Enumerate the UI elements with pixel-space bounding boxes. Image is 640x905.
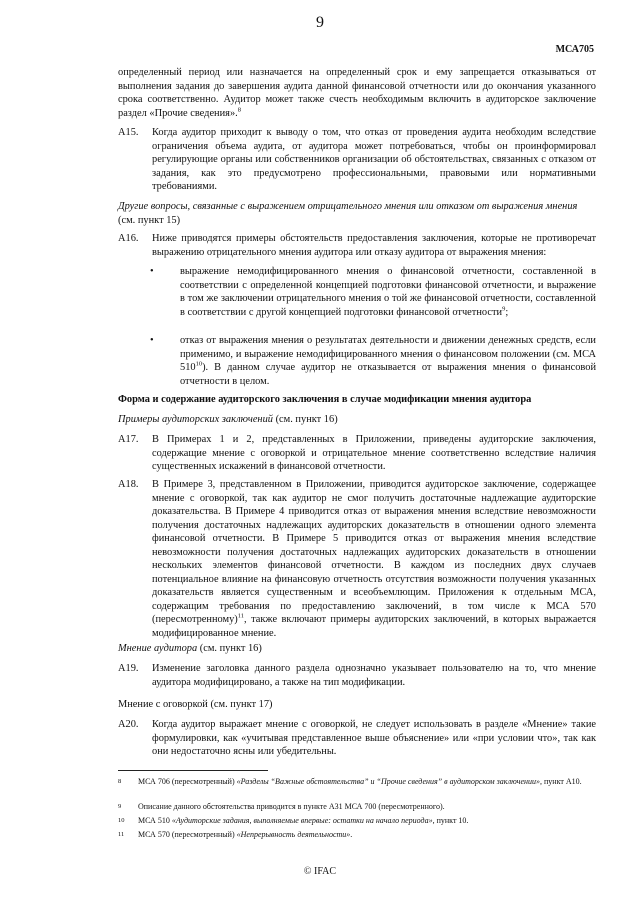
footnote-ref-8: 8 [237, 106, 241, 114]
bullet-item-1 [150, 265, 596, 319]
intro-text: определенный период или назначается на определенный срок и ему запрещается отказываться от выполнения задания до завершения аудита данной финансовой отчетности или до окончания указанного срока соответственно. Аудитор может также счесть необходимым включить в аудиторское заключение раздел «Прочие сведения». [118, 67, 596, 119]
footnote-number: 11 [118, 831, 125, 838]
footnote-tail: , пункт 10. [432, 816, 469, 825]
paragraph-text: В Примерах 1 и 2, представленных в Приложении, приведены аудиторские заключения, содержащие мнение с оговоркой и отрицательное мнение соответственно вследствие наличия существенных искажений в финансовой отчетности. [152, 434, 596, 472]
bullet-text: отказ от выражения мнения о результатах деятельности и движении денежных средств, если применимо, и выражение немодифицированного мнения о финансовом положении (см. МСА 510 [180, 335, 596, 373]
heading-examples-ref: (см. пункт 16) [275, 414, 338, 425]
paragraph-text: В Примере 3, представленном в Приложении, приводится аудиторское заключение, содержащее мнение с оговоркой, так как аудитор не смог получить достаточные надлежащие аудиторские доказательства. В Примере 4 приводится отказ от выражения мнения вследствие невозможности получения достаточных надлежащих аудиторских доказательств в отношении одного элемента финансовой отчетности. В Примере 5 приводится отказ от выражения мнения вследствие невозможности получения достаточных надлежащих аудиторских доказательств в отношении нескольких элементов финансовой отчетности. В каждом из последних двух случаев потенциальное влияние на финансовую отчетность отсутствия возможности получения указанных доказательств является существенным и всеобъемлющим. Приложения к отдельным МСА, содержащим требования по предоставлению заключений, в том числе к МСА 570 (пересмотренному) [152, 479, 596, 625]
paragraph-text-tail: , также включают примеры аудиторских заключений, в которых выражается модифицированное мнение. [152, 614, 596, 639]
page-number: 9 [316, 14, 324, 31]
paragraph-text: Когда аудитор выражает мнение с оговоркой, не следует использовать в разделе «Мнение» такие формулировки, как «учитывая представленное выше объяснение» или «при условии что», так как они недостаточно ясны или убедительны. [152, 719, 596, 757]
paragraph-a20 [118, 718, 596, 759]
paragraph-text: Ниже приводятся примеры обстоятельств предоставления заключения, которые не противоречат выражению отрицательного мнения аудитора или отказу аудитора от выражения мнения: [152, 233, 596, 258]
heading-auditor-opinion-ref: (см. пункт 16) [199, 643, 262, 654]
document-code: МСА705 [555, 44, 594, 55]
footnote-ref-11: 11 [237, 612, 245, 620]
bullet-icon: • [150, 266, 154, 277]
footnote-text: Описание данного обстоятельства приводится в пункте А31 МСА 700 (пересмотренного). [138, 802, 445, 811]
footnote-title: «Аудиторские задания, выполняемые впервые: остатки на начало периода» [171, 816, 433, 825]
bullet-tail: ). В данном случае аудитор не отказывается от выражения мнения о финансовой отчетности в целом. [180, 362, 596, 387]
bullet-tail: ; [505, 306, 509, 318]
heading-other-issues [118, 200, 596, 227]
copyright-footer: © IFAC [303, 866, 337, 877]
footnote-title: «Непрерывность деятельности» [236, 830, 351, 839]
footnote-8 [118, 776, 596, 787]
paragraph-text: Когда аудитор приходит к выводу о том, что отказ от проведения аудита необходим вследствие ограничения объема аудита, от аудитора может потребоваться, чтобы он проинформировал регулирующие органы или собственников организации об обстоятельствах, связанных с отказом от задания, как это предусмотрено профессиональными, правовыми или нормативными требованиями. [152, 127, 596, 192]
footnote-tail: , пункт А10. [540, 777, 582, 786]
heading-form-content: Форма и содержание аудиторского заключения в случае модификации мнения аудитора [118, 394, 532, 405]
intro-paragraph [118, 66, 596, 120]
bullet-item-2 [150, 334, 596, 388]
footnote-text: МСА 570 (пересмотренный) [138, 830, 237, 839]
paragraph-label: А19. [118, 663, 139, 674]
footnote-number: 9 [118, 803, 122, 810]
bullet-text: выражение немодифицированного мнения о финансовой отчетности, составленной в соответствии с определенной концепцией подготовки финансовой отчетности, и выражение в том же заключении отрицательного мнения о той же финансовой отчетности, составленной в соответствии с другой концепцией подготовки финансовой отчетности [180, 266, 596, 318]
heading-auditor-opinion [118, 642, 596, 656]
paragraph-a16 [118, 232, 596, 259]
paragraph-label: А20. [118, 719, 139, 730]
paragraph-text: Изменение заголовка данного раздела однозначно указывает пользователю на то, что мнение аудитора модифицировано, а также на тип модификации. [152, 663, 596, 688]
heading-other-issues-title: Другие вопросы, связанные с выражением отрицательного мнения или отказом от выражения мнения [118, 201, 578, 212]
paragraph-a15 [118, 126, 596, 194]
heading-auditor-opinion-title: Мнение аудитора [118, 643, 198, 654]
footnote-divider [118, 770, 268, 771]
heading-other-issues-ref: (см. пункт 15) [118, 214, 181, 226]
footnote-11 [118, 829, 596, 840]
footnote-title: «Разделы “Важные обстоятельства” и “Прочие сведения” в аудиторском заключении» [236, 777, 541, 786]
paragraph-a19 [118, 662, 596, 689]
footnote-ref-9: 9 [502, 305, 506, 313]
heading-qualified-opinion: Мнение с оговоркой (см. пункт 17) [118, 699, 273, 710]
heading-examples-title: Примеры аудиторских заключений [118, 414, 273, 425]
paragraph-label: А16. [118, 233, 139, 244]
paragraph-label: А17. [118, 434, 139, 445]
bullet-icon: • [150, 335, 154, 346]
footnote-tail: . [350, 830, 353, 839]
footnote-9 [118, 801, 596, 812]
paragraph-label: А18. [118, 479, 139, 490]
paragraph-a17 [118, 433, 596, 474]
footnote-number: 8 [118, 778, 122, 785]
footnote-text: МСА 706 (пересмотренный) [138, 777, 237, 786]
paragraph-label: А15. [118, 127, 139, 138]
footnote-text: МСА 510 [138, 816, 172, 825]
heading-examples [118, 413, 596, 427]
footnote-number: 10 [118, 817, 125, 824]
footnote-ref-10: 10 [195, 360, 203, 368]
paragraph-a18 [118, 478, 596, 640]
footnote-10 [118, 815, 596, 826]
